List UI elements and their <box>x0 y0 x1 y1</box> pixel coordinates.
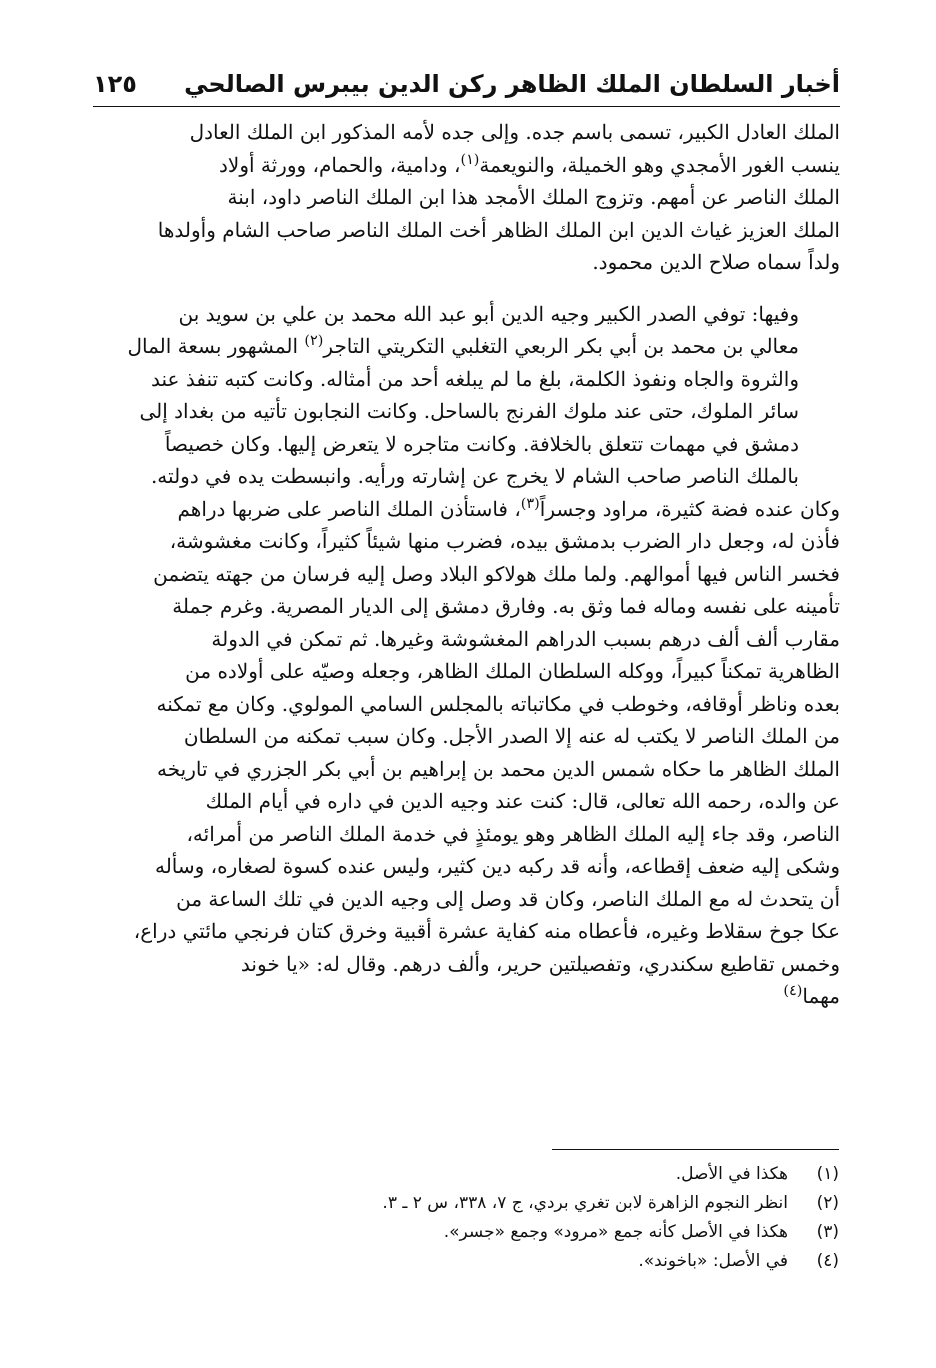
footnote-text: انظر النجوم الزاهرة لابن تغري بردي، ج ٧، ٣٣٨، س ٢ ـ ٣. <box>382 1193 788 1213</box>
paragraph-line: عن والده، رحمه الله تعالى، قال: كنت عند وجيه الدين في داره في أيام الملك <box>205 789 840 813</box>
paragraph-line: فخسر الناس فيها أموالهم. ولما ملك هولاكو البلاد وصل إليه فرسان من جهته يتضمن <box>153 561 840 586</box>
footnote-text: في الأصل: «باخوند». <box>638 1251 788 1271</box>
paragraph-line: الملك الناصر عن أمهم. وتزوج الملك الأمجد هذا ابن الملك الناصر داود، ابنة <box>227 185 840 209</box>
footnote-separator <box>552 1149 839 1150</box>
paragraph-line: مقارب ألف ألف درهم بسبب الدراهم المغشوشة وغيرها. ثم تمكن في الدولة <box>211 626 840 651</box>
paragraph-line: أن يتحدث له مع الملك الناصر، وكان قد وصل إلى وجيه الدين في تلك الساعة من <box>176 886 840 911</box>
paragraph-line: فأذن له، وجعل دار الضرب بدمشق بيده، فضرب منها شيئاً كثيراً، وكانت مغشوشة، <box>169 529 840 553</box>
footnote-item <box>100 1160 839 1189</box>
footnote-item <box>100 1247 839 1276</box>
text-fragment: ، فاستأذن الملك الناصر على ضربها دراهم <box>177 496 521 521</box>
paragraph-3 <box>93 493 840 1013</box>
paragraph-line: الظاهرية تمكناً كبيراً، ووكله السلطان الملك الظاهر، وجعله وصيّه على أولاده من <box>185 659 840 683</box>
text-fragment: مهما <box>802 984 840 1008</box>
footnote-number: (٤) <box>816 1251 839 1271</box>
footnotes <box>100 1160 839 1276</box>
text-fragment: معالي بن محمد بن أبي بكر الربعي التغلبي التكريتي التاجر <box>323 334 799 358</box>
footnote-text: هكذا في الأصل كأنه جمع «مرود» وجمع «جسر». <box>443 1222 788 1242</box>
footnote-reference: (٣) <box>520 495 540 512</box>
text-fragment: ينسب الغور الأمجدي وهو الخميلة، والنويعمة <box>479 152 840 177</box>
paragraph-line: وخمس تقاطيع سكندري، وتفصيلتين حرير، وألف درهم. وقال له: «يا خوند <box>240 951 840 976</box>
paragraph-2 <box>93 298 840 493</box>
paragraph-line: الملك الظاهر ما حكاه شمس الدين محمد بن إبراهيم بن أبي بكر الجزري في تاريخه <box>157 756 840 781</box>
paragraph-line: تأمينه على نفسه وماله فما وثق به. وفارق دمشق إلى الديار المصرية. وغرم جملة <box>172 594 840 618</box>
page-header <box>93 62 840 107</box>
text-fragment: المشهور بسعة المال <box>127 334 305 358</box>
paragraph-line: الملك العادل الكبير، تسمى باسم جده. وإلى جده لأمه المذكور ابن الملك العادل <box>189 120 840 144</box>
footnote-reference: (١) <box>460 151 480 168</box>
paragraph-line: بعده وناظر أوقافه، وخوطب في مكاتباته بالمجلس السامي المولوي. وكان مع تمكنه <box>156 691 840 716</box>
paragraph-line: الملك العزيز غياث الدين ابن الملك الظاهر أخت الملك الناصر صاحب الشام وأولدها <box>157 217 840 242</box>
footnote-text: هكذا في الأصل. <box>675 1164 788 1184</box>
footnote-number: (١) <box>816 1164 839 1184</box>
footnote-item <box>100 1189 839 1218</box>
paragraph-line <box>93 493 840 526</box>
main-text <box>93 116 840 1013</box>
paragraph-line: عكا جوخ سقلاط وغيره، فأعطاه منه كفاية عشرة أقبية وخرق كتان فرنجي مائتي دراع، <box>133 919 840 943</box>
paragraph-line: سائر الملوك، حتى عند ملوك الفرنج بالساحل. وكانت النجابون تأتيه من بغداد إلى <box>139 399 799 423</box>
footnote-reference: (٢) <box>304 333 324 350</box>
paragraph-line <box>93 980 840 1013</box>
footnote-reference: (٤) <box>783 983 803 1000</box>
paragraph-line: ولداً سماه صلاح الدين محمود. <box>592 250 840 274</box>
paragraph-line <box>93 330 840 363</box>
footnote-item <box>100 1218 839 1247</box>
paragraph-line <box>93 149 840 182</box>
text-fragment: ، ودامية، والحمام، وورثة أولاد <box>219 152 461 177</box>
page-number: ١٢٥ <box>93 70 137 98</box>
paragraph-line: الناصر، وقد جاء إليه الملك الظاهر وهو يومئذٍ في خدمة الملك الناصر من أمرائه، <box>186 821 840 846</box>
paragraph-line: دمشق في مهمات تتعلق بالخلافة. وكانت متاجره لا يتعرض إليها. وكان خصيصاً <box>164 431 799 456</box>
paragraph-line: من الملك الناصر لا يكتب له عنه إلا الصدر الأجل. وكان سبب تمكنه من السلطان <box>183 724 840 748</box>
footnote-number: (٣) <box>816 1222 839 1242</box>
paragraph-line: بالملك الناصر صاحب الشام لا يخرج عن إشارته ورأيه. وانبسطت يده في دولته. <box>150 464 799 488</box>
paragraph-line: وفيها: توفي الصدر الكبير وجيه الدين أبو عبد الله محمد بن علي بن سويد بن <box>178 301 799 326</box>
text-fragment: وكان عنده فضة كثيرة، مراود وجسراً <box>539 496 840 521</box>
paragraph-1 <box>93 116 840 279</box>
paragraph-line: والثروة والجاه ونفوذ الكلمة، بلغ ما لم يبلغه أحد من أمثاله. وكانت كتبه تنفذ عند <box>151 366 799 391</box>
footnote-number: (٢) <box>816 1193 839 1213</box>
paragraph-line: وشكى إليه ضعف إقطاعه، وأنه قد ركبه دين كثير، وليس عنده كسوة لصغاره، وسأله <box>154 854 840 878</box>
running-title: أخبار السلطان الملك الظاهر ركن الدين بيبرس الصالحي <box>184 70 840 98</box>
